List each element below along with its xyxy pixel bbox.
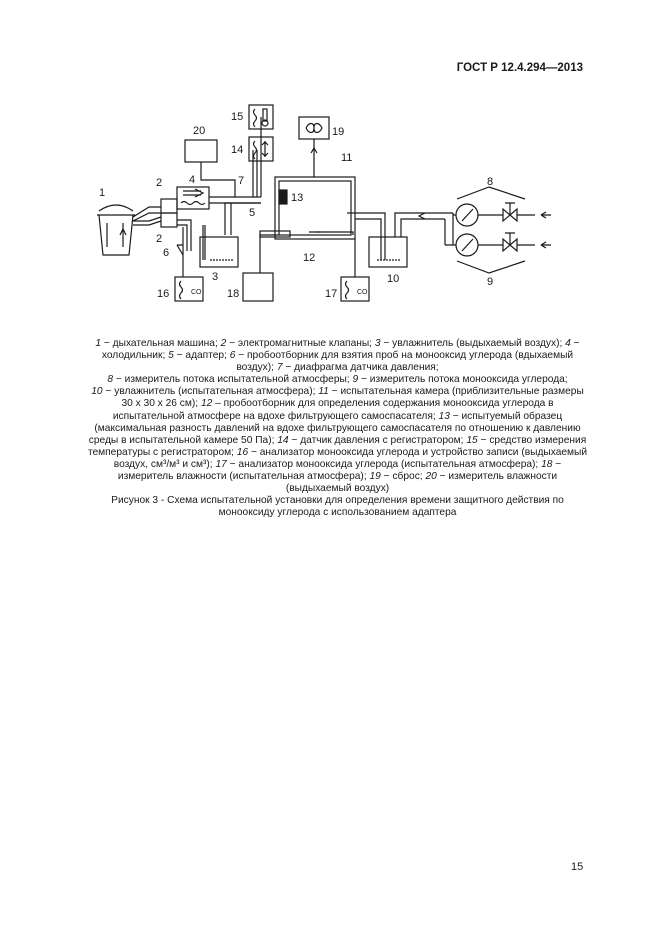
legend-desc: − пробоотборник для взятия проб на монооксид углерода (вдыхаемый воздух); bbox=[235, 350, 574, 374]
legend-desc: − сброс; bbox=[380, 471, 426, 483]
label-4: 4 bbox=[189, 174, 196, 186]
legend-num: 14 bbox=[277, 434, 289, 446]
legend-desc: − электромагнитные клапаны; bbox=[226, 338, 375, 349]
figure-caption: Рисунок 3 - Схема испытательной установки для определения времени защитного действия по монооксиду углерода с использованием адаптера bbox=[111, 495, 564, 519]
legend-num: 13 bbox=[438, 410, 450, 422]
legend-desc: − дыхательная машина; bbox=[101, 338, 221, 349]
label-8: 8 bbox=[487, 176, 494, 188]
legend-num: 9 bbox=[352, 374, 359, 386]
legend-num: 19 bbox=[369, 471, 381, 483]
legend-desc: − измеритель потока монооксида углерода; bbox=[358, 374, 568, 386]
legend-num: 12 bbox=[200, 398, 213, 410]
test-specimen bbox=[279, 190, 287, 204]
label-5: 5 bbox=[249, 207, 256, 219]
label-12: 12 bbox=[303, 252, 316, 264]
legend-num: 5 bbox=[168, 350, 174, 362]
label-9: 9 bbox=[487, 276, 494, 288]
legend-num: 8 bbox=[107, 374, 114, 386]
label-16: 16 bbox=[157, 288, 170, 300]
legend-desc: − увлажнитель (выдыхаемый воздух); bbox=[380, 338, 566, 349]
legend-num: 18 bbox=[541, 458, 553, 470]
label-10: 10 bbox=[387, 273, 400, 285]
humidifier-atmosphere bbox=[369, 237, 407, 267]
legend-text bbox=[85, 338, 590, 374]
legend-num: 10 bbox=[91, 386, 103, 398]
legend-desc: − анализатор монооксида углерода и устройство записи (выдыхаемый воздух, см³/м³ и см³); bbox=[113, 446, 588, 470]
legend-num: 16 bbox=[236, 446, 249, 458]
legend-desc: − испытуемый образец (максимальная разность давлений на вдохе фильтрующего самоспасателя по отношению к давлению среды в испытательной камере 50 Па); bbox=[88, 410, 581, 446]
test-chamber bbox=[275, 177, 355, 239]
legend-num: 6 bbox=[229, 350, 236, 362]
figure-legend bbox=[85, 338, 590, 519]
label-7: 7 bbox=[238, 175, 245, 187]
legend-desc: − увлажнитель (испытательная атмосфера); bbox=[102, 386, 319, 398]
legend-num: 20 bbox=[425, 471, 437, 483]
legend-desc: − измеритель потока испытательной атмосферы; bbox=[113, 374, 353, 386]
legend-desc: − датчик давления с регистратором; bbox=[288, 434, 467, 446]
legend-num: 17 bbox=[215, 458, 227, 470]
label-2b: 2 bbox=[156, 233, 163, 245]
test-setup-diagram bbox=[85, 95, 595, 310]
label-11: 11 bbox=[341, 152, 353, 164]
legend-desc: − средство измерения температуры с регистратором; bbox=[87, 434, 587, 458]
legend-num: 7 bbox=[276, 362, 283, 374]
co-label-17: CO bbox=[357, 289, 368, 296]
humidity-meter-atmosphere bbox=[243, 273, 273, 301]
legend-text bbox=[85, 374, 590, 386]
label-18: 18 bbox=[227, 288, 240, 300]
label-20: 20 bbox=[193, 125, 206, 137]
cooler-box bbox=[177, 187, 209, 209]
legend-num: 11 bbox=[318, 386, 329, 398]
legend-num: 3 bbox=[374, 338, 381, 349]
label-3: 3 bbox=[212, 271, 219, 283]
legend-num: 2 bbox=[220, 338, 227, 349]
legend-desc: − адаптер; bbox=[173, 350, 230, 362]
legend-desc: − диафрагма датчика давления; bbox=[282, 362, 439, 374]
legend-desc: − измеритель влажности (выдыхаемый воздух) bbox=[285, 471, 558, 495]
label-14: 14 bbox=[231, 144, 244, 156]
legend-num: 4 bbox=[565, 338, 571, 349]
label-2a: 2 bbox=[156, 177, 163, 189]
label-17: 17 bbox=[325, 288, 338, 300]
legend-num: 1 bbox=[95, 338, 102, 349]
label-6: 6 bbox=[163, 247, 170, 259]
label-13: 13 bbox=[291, 192, 304, 204]
legend-num: 15 bbox=[466, 434, 478, 446]
co-label-16: CO bbox=[191, 289, 202, 296]
humidity-meter-exhaled bbox=[185, 140, 217, 162]
standard-code: ГОСТ Р 12.4.294—2013 bbox=[456, 62, 583, 74]
legend-desc: − холодильник; bbox=[101, 338, 580, 362]
legend-desc: – пробоотборник для определения содержания монооксида углерода в испытательной атмосфере на вдохе фильтрующего самоспасателя; bbox=[112, 398, 554, 422]
legend-desc: − измеритель влажности (испытательная атмосфера); bbox=[117, 458, 562, 483]
humidifier-exhaled bbox=[200, 237, 238, 267]
breathing-machine bbox=[97, 205, 135, 255]
label-1: 1 bbox=[99, 187, 106, 199]
legend-desc: − анализатор монооксида углерода (испытательная атмосфера); bbox=[226, 458, 542, 470]
page-number: 15 bbox=[571, 861, 584, 873]
valve-upper bbox=[161, 199, 177, 213]
legend-text bbox=[85, 386, 590, 495]
legend-desc: − испытательная камера (приблизительные размеры 30 х 30 х 26 см); bbox=[121, 386, 584, 410]
label-15: 15 bbox=[231, 111, 244, 123]
label-19: 19 bbox=[332, 126, 345, 138]
valve-lower bbox=[161, 213, 177, 227]
